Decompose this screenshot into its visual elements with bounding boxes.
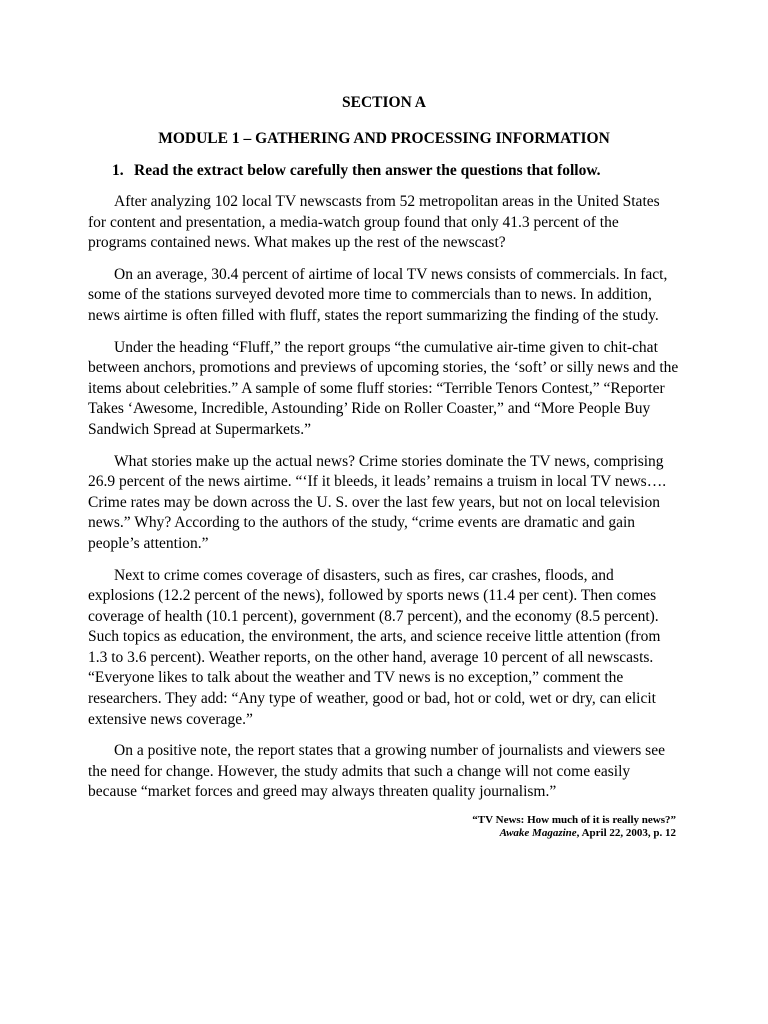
citation-title: “TV News: How much of it is really news?”: [472, 814, 676, 827]
citation-source: [88, 827, 676, 840]
extract-paragraph: On a positive note, the report states that a growing number of journalists and viewers see the need for change. However, the study admits that such a change will not come easily because “market forces and greed may always threaten quality journalism.”: [88, 742, 665, 801]
source-citation: [88, 814, 680, 840]
extract-paragraph: On an average, 30.4 percent of airtime of local TV news consists of commercials. In fact, some of the stations surveyed devoted more time to commercials than to news. In addition, news airtime is often filled with fluff, states the report summarizing the finding of the study.: [88, 265, 668, 324]
module-title: MODULE 1 – GATHERING AND PROCESSING INFORMATION: [158, 130, 610, 147]
section-title: SECTION A: [342, 94, 426, 111]
extract-paragraph: Under the heading “Fluff,” the report groups “the cumulative air-time given to chit-chat between anchors, promotions and previews of upcoming stories, the ‘soft’ or silly news and the items about celebrities.” A sample of some fluff stories: “Terrible Tenors Contest,” “Reporter Takes ‘Awesome, Incredible, Astounding’ Ride on Roller Coaster,” and “More People Buy Sandwich Spread at Supermarkets.”: [88, 338, 679, 438]
extract-paragraph: Next to crime comes coverage of disasters, such as fires, car crashes, floods, and explosions (12.2 percent of the news), followed by sports news (11.4 per cent). Then comes coverage of health (10.1 percent), government (8.7 percent), and the economy (8.5 percent). Such topics as education, the environment, the arts, and science receive little attention (from 1.3 to 3.6 percent). Weather reports, on the other hand, average 10 percent of all newscasts. “Everyone likes to talk about the weather and TV news is no exception,” comment the researchers. They add: “Any type of weather, good or bad, hot or cold, wet or dry, can elicit extensive news coverage.”: [88, 566, 661, 728]
question-text: Read the extract below carefully then answer the questions that follow.: [134, 162, 601, 179]
question-heading: [88, 160, 680, 182]
extract-paragraph: After analyzing 102 local TV newscasts from 52 metropolitan areas in the United States for content and presentation, a media-watch group found that only 41.3 percent of the programs contained news. What makes up the rest of the newscast?: [88, 193, 660, 252]
extract-paragraph: What stories make up the actual news? Crime stories dominate the TV news, comprising 26.9 percent of the news airtime. “‘If it bleeds, it leads’ remains a truism in local TV news…. Crime rates may be down across the U. S. over the last few years, but not on local television news.” Why? According to the authors of the study, “crime events are dramatic and gain people’s attention.”: [88, 452, 667, 552]
question-number: 1.: [112, 162, 124, 179]
citation-date: , April 22, 2003, p. 12: [576, 827, 676, 840]
citation-magazine: Awake Magazine: [499, 827, 577, 840]
